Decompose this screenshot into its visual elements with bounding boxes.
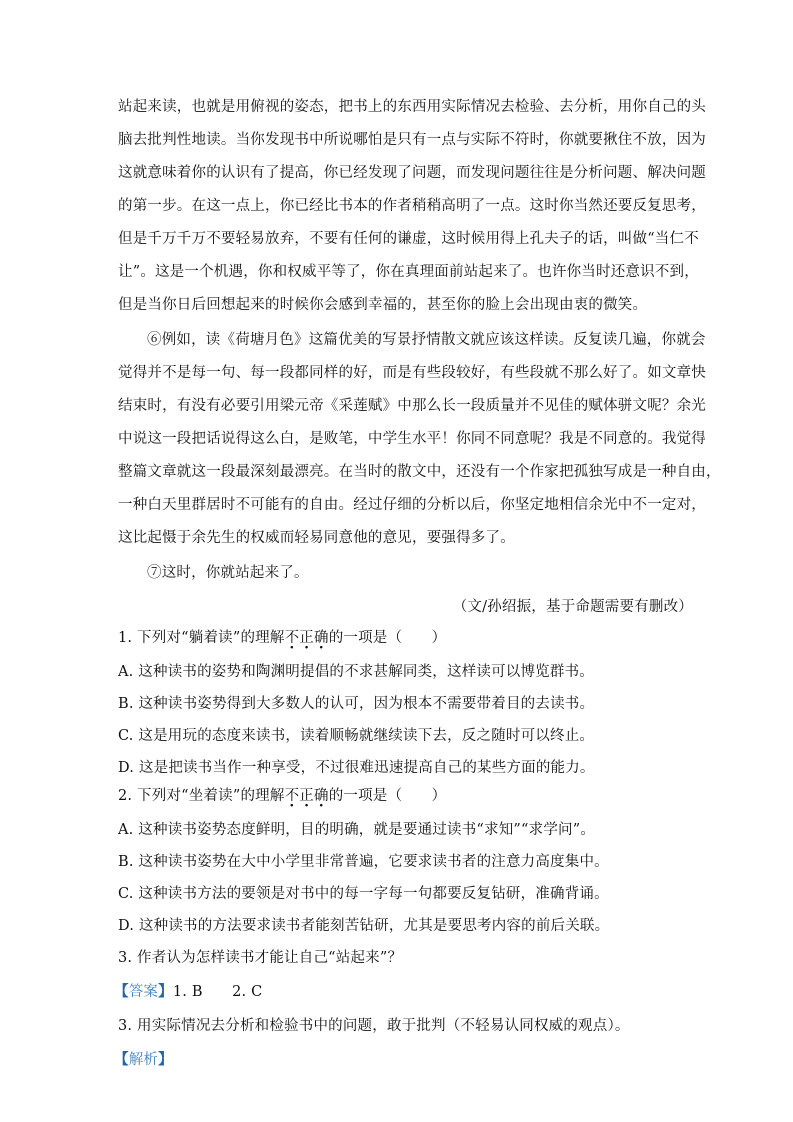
question-2-option-d: D. 这种读书的方法要求读书者能刻苦钻研，尤其是要思考内容的前后关联。	[118, 918, 610, 934]
emphasis-char: 正	[299, 630, 314, 646]
question-1-option-c: C. 这是用玩的态度来读书，读着顺畅就继续读下去，反之随时可以终止。	[118, 728, 595, 744]
question-2-stem	[118, 786, 446, 806]
answer-label: 【答案】	[114, 983, 173, 1000]
answer-section	[114, 982, 262, 1002]
passage-line: 的第一步。在这一点上，你已经比书本的作者稍稍高明了一点。这时你当然还要反复思考，	[118, 198, 706, 214]
passage-line: 让”。这是一个机遇，你和权威平等了，你在真理面前站起来了。也许你当时还意识不到，	[118, 264, 699, 280]
source-attribution: （文/孙绍振，基于命题需要有删改）	[452, 599, 693, 615]
question-1-option-d: D. 这是把读书当作一种享受，不过很难迅速提高自己的某些方面的能力。	[118, 760, 595, 776]
emphasis-char: 不	[284, 788, 300, 804]
passage-line: 但是千万千万不要轻易放弃，不要有任何的谦虚，这时候用得上孔夫子的话，叫做“当仁不	[118, 231, 699, 247]
emphasis-char: 确	[313, 788, 329, 804]
question-2-option-c: C. 这种读书方法的要领是对书中的每一字每一句都要反复钻研，准确背诵。	[118, 886, 609, 902]
passage-line: ⑦这时，你就站起来了。	[147, 565, 309, 581]
question-stem-text: 的一项是（ ）	[328, 630, 447, 646]
question-stem-text: 的一项是（ ）	[328, 788, 447, 804]
question-1-stem	[118, 628, 446, 648]
passage-line: 中说这一段把话说得这么白，是败笔，中学生水平！你同不同意呢？我是不同意的。我觉得	[118, 431, 706, 447]
passage-line: 脑去批判性地读。当你发现书中所说哪怕是只有一点与实际不符时，你就要揪住不放，因为	[118, 132, 706, 148]
question-1-option-a: A. 这种读书的姿势和陶渊明提倡的不求甚解同类，这样读可以博览群书。	[118, 664, 594, 680]
answer-q3: 3. 用实际情况去分析和检验书中的问题，敢于批判（不轻易认同权威的观点）。	[118, 1018, 630, 1034]
analysis-label: 【解析】	[114, 1051, 173, 1068]
question-2-option-a: A. 这种读书姿势态度鲜明，目的明确，就是要通过读书“求知”“求学问”。	[118, 822, 596, 838]
question-3-stem: 3. 作者认为怎样读书才能让自己“站起来”？	[118, 950, 403, 966]
passage-line: 一种白天里群居时不可能有的自由。经过仔细的分析以后，你坚定地相信余光中不一定对，	[118, 497, 706, 513]
passage-line: 觉得并不是每一句、每一段都同样的好，而是有些段较好，有些段就不那么好了。如文章快	[118, 365, 706, 381]
passage-line: 这比起慑于余先生的权威而轻易同意他的意见，要强得多了。	[118, 530, 515, 546]
question-1-option-b: B. 这种读书姿势得到大多数人的认可，因为根本不需要带着目的去读书。	[118, 696, 595, 712]
question-stem-text: 2. 下列对“坐着读”的理解	[118, 788, 285, 804]
emphasis-char: 确	[313, 630, 329, 646]
passage-line: 结束时，有没有必要引用梁元帝《采莲赋》中那么长一段质量并不见佳的赋体骈文呢？余光	[118, 398, 706, 414]
answer-mc: 1. B 2. C	[172, 984, 263, 1000]
passage-line: 整篇文章就这一段最深刻最漂亮。在当时的散文中，还没有一个作家把孤独写成是一种自由，	[118, 464, 721, 480]
emphasis-char: 不	[284, 630, 300, 646]
passage-line: 这就意味着你的认识有了提高，你已经发现了问题，而发现问题往往是分析问题、解决问题	[118, 165, 706, 181]
question-stem-text: 1. 下列对“躺着读”的理解	[118, 630, 285, 646]
analysis-section	[114, 1050, 173, 1070]
question-2-option-b: B. 这种读书姿势在大中小学里非常普遍，它要求读书者的注意力高度集中。	[118, 854, 609, 870]
passage-line: 但是当你日后回想起来的时候你会感到幸福的，甚至你的脸上会出现由衷的微笑。	[118, 297, 648, 313]
passage-line: 站起来读，也就是用俯视的姿态，把书上的东西用实际情况去检验、去分析，用你自己的头	[118, 99, 706, 115]
passage-line: ⑥例如，读《荷塘月色》这篇优美的写景抒情散文就应该这样读。反复读几遍，你就会	[147, 332, 706, 348]
emphasis-char: 正	[299, 788, 314, 804]
